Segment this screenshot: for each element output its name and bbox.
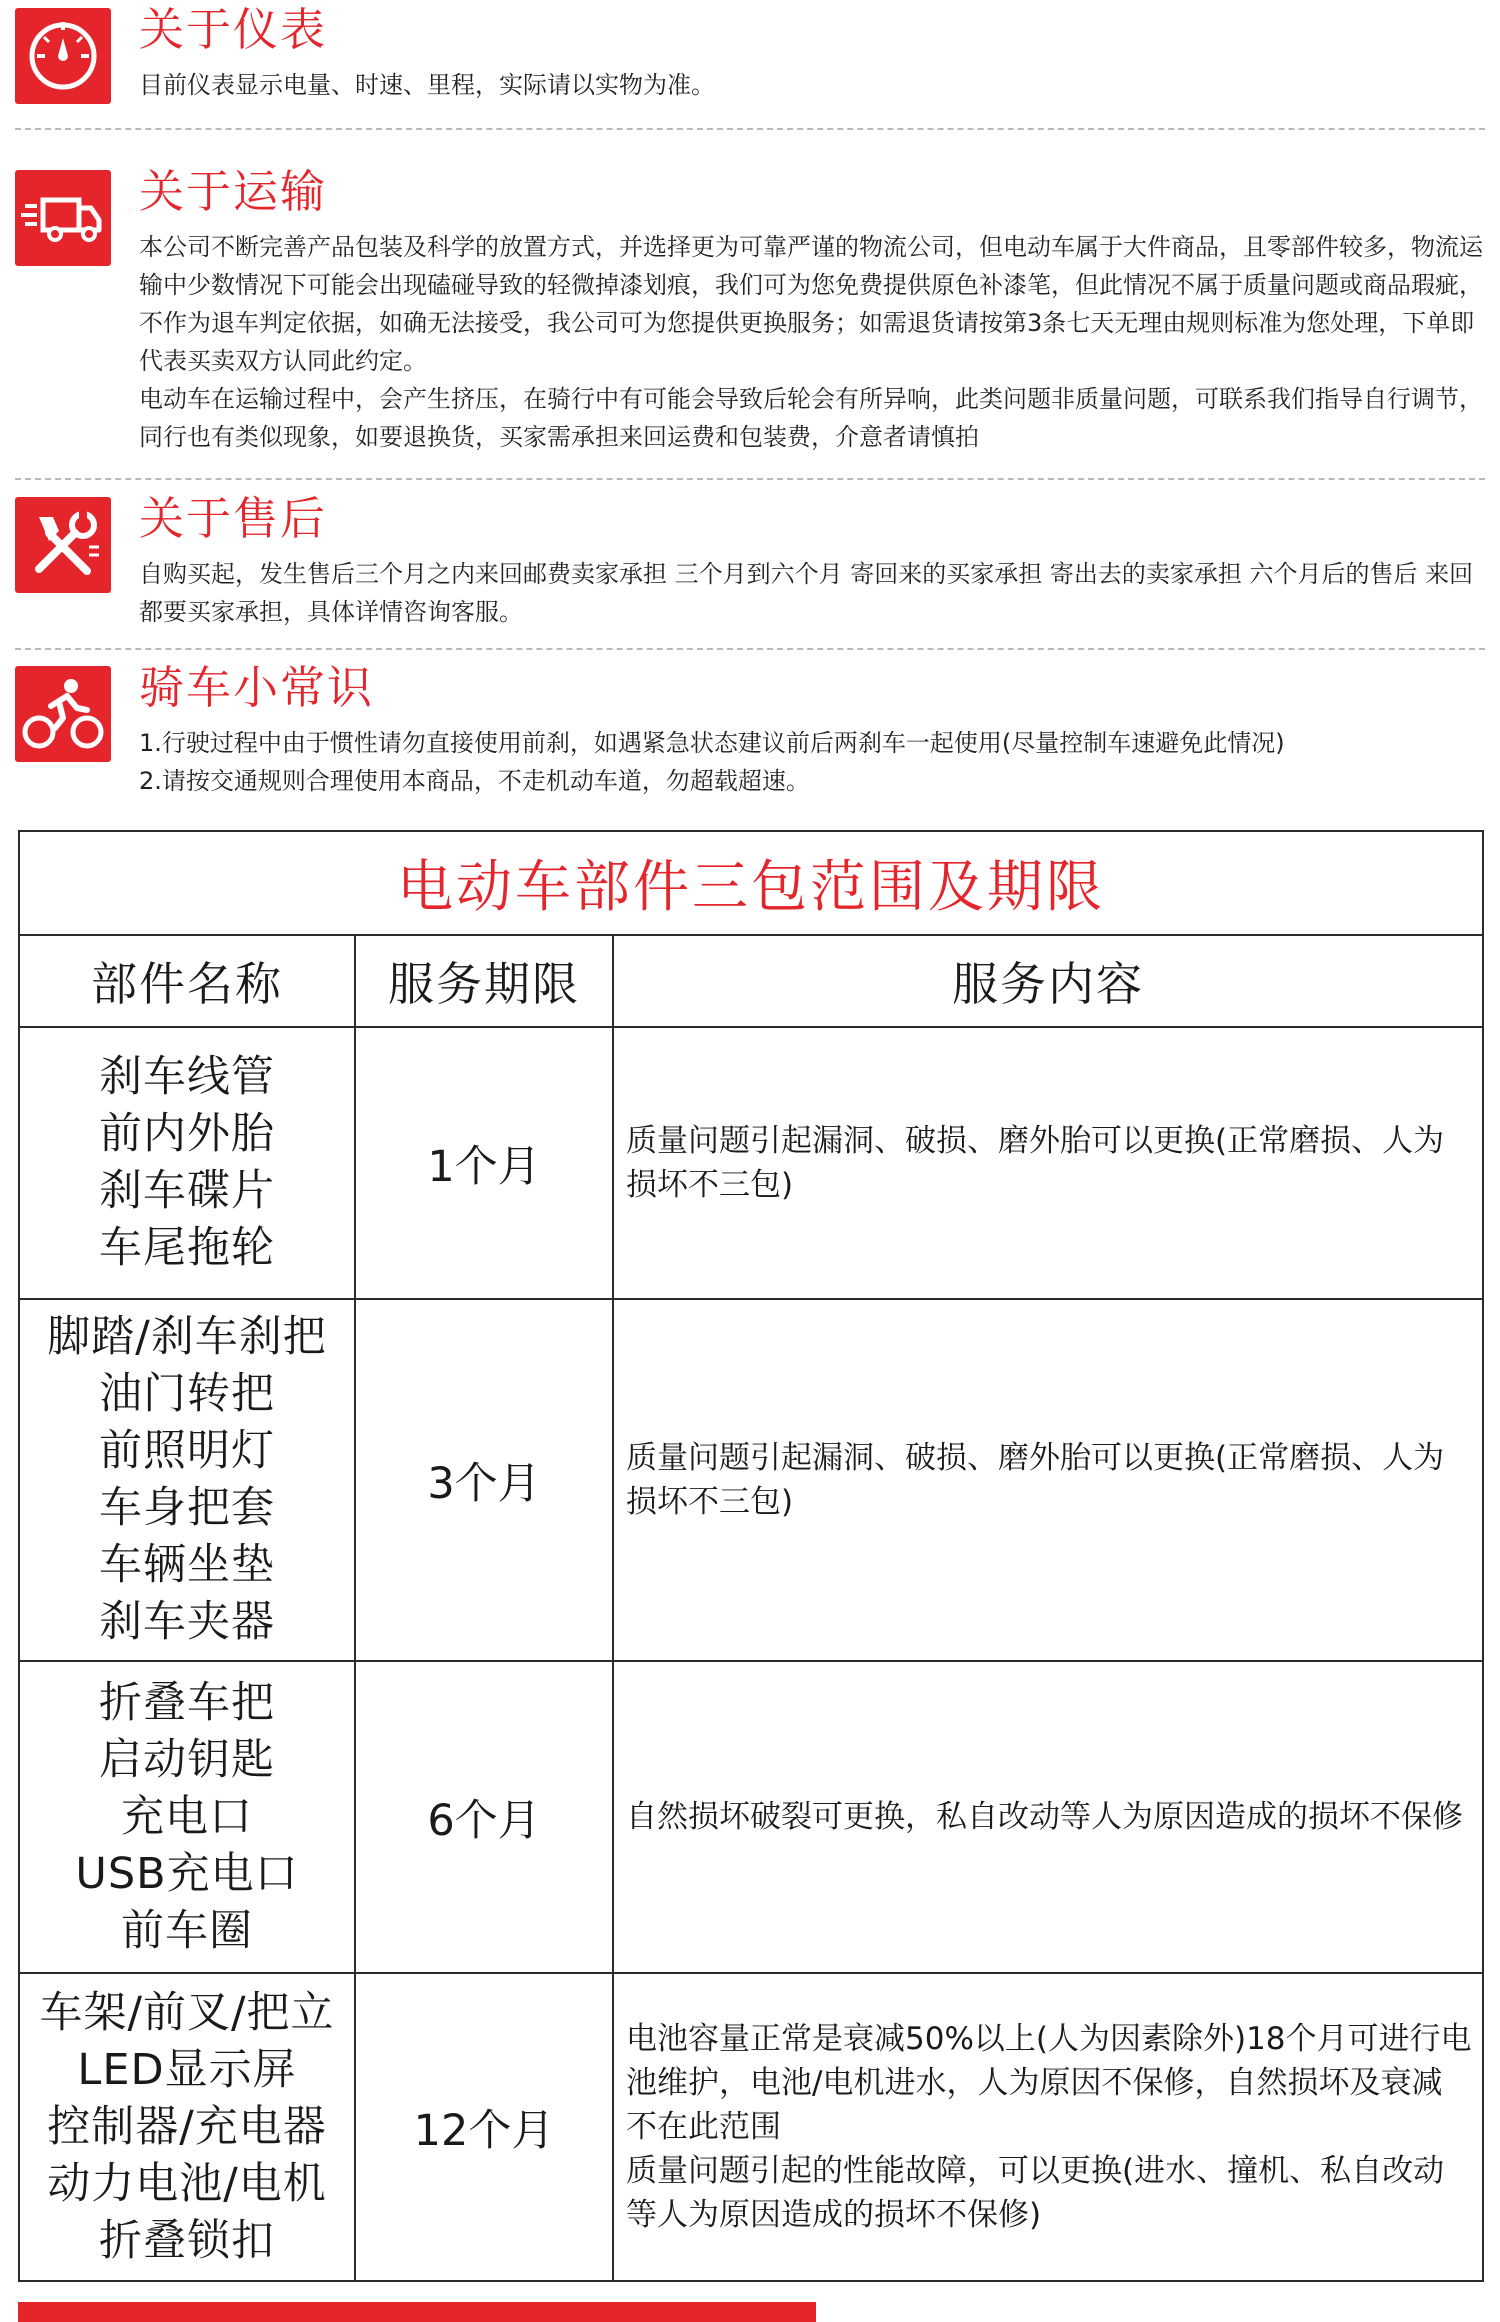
content-cell <box>613 1661 1483 1973</box>
parts-cell <box>19 1027 355 1299</box>
part-name: 油门转把 <box>99 1369 275 1419</box>
dashed-divider <box>15 648 1485 650</box>
part-name: 控制器/充电器 <box>47 2101 327 2152</box>
part-name: 刹车线管 <box>99 1052 275 1102</box>
column-header: 服务期限 <box>355 935 613 1027</box>
section-text <box>139 555 1489 631</box>
part-name: USB充电口 <box>75 1848 299 1899</box>
content-cell <box>613 1027 1483 1299</box>
content-text: 自然损坏破裂可更换，私自改动等人为原因造成的损坏不保修 <box>626 1799 1463 1835</box>
content-cell <box>613 1299 1483 1661</box>
dashed-divider <box>15 478 1485 480</box>
section-paragraph: 电动车在运输过程中，会产生挤压，在骑行中有可能会导致后轮会有所异响，此类问题非质量问题，可联系我们指导自行调节，同行也有类似现象，如要退换货，买家需承担来回运费和包装费，介意者请慎拍 <box>139 385 1483 451</box>
part-name: 脚踏/刹车刹把 <box>47 1312 327 1362</box>
section-title: 关于仪表 <box>139 3 328 56</box>
column-header: 部件名称 <box>19 935 355 1027</box>
section-title: 关于售后 <box>139 492 328 545</box>
part-name: 折叠车把 <box>99 1677 275 1728</box>
delivery-truck-icon <box>15 170 111 266</box>
period-cell: 12个月 <box>355 1973 613 2281</box>
table-row <box>19 1299 1483 1661</box>
table-row <box>19 1661 1483 1973</box>
section-paragraph: 本公司不断完善产品包装及科学的放置方式，并选择更为可靠严谨的物流公司，但电动车属于大件商品，且零部件较多，物流运输中少数情况下可能会出现磕碰导致的轻微掉漆划痕，我们可为您免费提供原色补漆笔，但此情况不属于质量问题或商品瑕疵，不作为退车判定依据，如确无法接受，我公司可为您提供更换服务；如需退货请按第3条七天无理由规则标准为您处理，下单即代表买卖双方认同此约定。 <box>139 233 1483 375</box>
speedometer-icon <box>15 8 111 104</box>
part-name: 前车圈 <box>121 1905 253 1956</box>
table-row <box>19 1027 1483 1299</box>
section-paragraph: 目前仪表显示电量、时速、里程，实际请以实物为准。 <box>139 71 715 99</box>
section-text <box>139 228 1489 456</box>
section-paragraph: 1.行驶过程中由于惯性请勿直接使用前刹，如遇紧急状态建议前后两刹车一起使用(尽量控制车速避免此情况) <box>139 729 1285 757</box>
cyclist-icon <box>15 666 111 762</box>
part-name: 车身把套 <box>99 1483 275 1533</box>
section-shipping <box>15 165 1483 470</box>
content-text: 质量问题引起漏洞、破损、磨外胎可以更换(正常磨损、人为损坏不三包) <box>626 1440 1445 1520</box>
parts-cell <box>19 1973 355 2281</box>
section-title: 关于运输 <box>139 165 328 218</box>
table-title: 电动车部件三包范围及期限 <box>19 831 1483 935</box>
parts-cell <box>19 1299 355 1661</box>
part-name: 车架/前叉/把立 <box>39 1987 335 2038</box>
warranty-table <box>18 830 1484 2282</box>
section-text <box>139 66 1489 104</box>
part-name: 前内外胎 <box>99 1109 275 1159</box>
content-text: 电池容量正常是衰减50%以上(人为因素除外)18个月可进行电池维护，电池/电机进水，人为原因不保修，自然损坏及衰减不在此范围 <box>626 2021 1472 2145</box>
section-title: 骑车小常识 <box>139 661 375 714</box>
bottom-accent-bar <box>18 2302 816 2322</box>
part-name: 刹车夹器 <box>99 1597 275 1647</box>
part-name: 启动钥匙 <box>99 1734 275 1785</box>
part-name: 前照明灯 <box>99 1426 275 1476</box>
section-riding-tips <box>15 661 1483 806</box>
content-text: 质量问题引起漏洞、破损、磨外胎可以更换(正常磨损、人为损坏不三包) <box>626 1123 1445 1203</box>
table-row <box>19 1973 1483 2281</box>
period-cell: 1个月 <box>355 1027 613 1299</box>
dashed-divider <box>15 128 1485 130</box>
tools-icon <box>15 497 111 593</box>
part-name: 车辆坐垫 <box>99 1540 275 1590</box>
section-paragraph: 自购买起，发生售后三个月之内来回邮费卖家承担 三个月到六个月 寄回来的买家承担 寄出去的卖家承担 六个月后的售后 来回都要买家承担，具体详情咨询客服。 <box>139 560 1474 626</box>
period-cell: 6个月 <box>355 1661 613 1973</box>
part-name: LED显示屏 <box>77 2044 297 2095</box>
content-cell <box>613 1973 1483 2281</box>
content-text: 质量问题引起的性能故障，可以更换(进水、撞机、私自改动等人为原因造成的损坏不保修) <box>626 2153 1445 2233</box>
section-after-sales <box>15 492 1483 627</box>
section-meter <box>15 3 1483 108</box>
part-name: 动力电池/电机 <box>47 2158 327 2209</box>
part-name: 车尾拖轮 <box>99 1223 275 1273</box>
table-title-row <box>19 831 1483 935</box>
period-cell: 3个月 <box>355 1299 613 1661</box>
table-header-row <box>19 935 1483 1027</box>
section-paragraph: 2.请按交通规则合理使用本商品，不走机动车道，勿超载超速。 <box>139 767 810 795</box>
parts-cell <box>19 1661 355 1973</box>
column-header: 服务内容 <box>613 935 1483 1027</box>
part-name: 刹车碟片 <box>99 1166 275 1216</box>
part-name: 充电口 <box>121 1791 253 1842</box>
section-text <box>139 724 1489 800</box>
part-name: 折叠锁扣 <box>99 2215 275 2266</box>
